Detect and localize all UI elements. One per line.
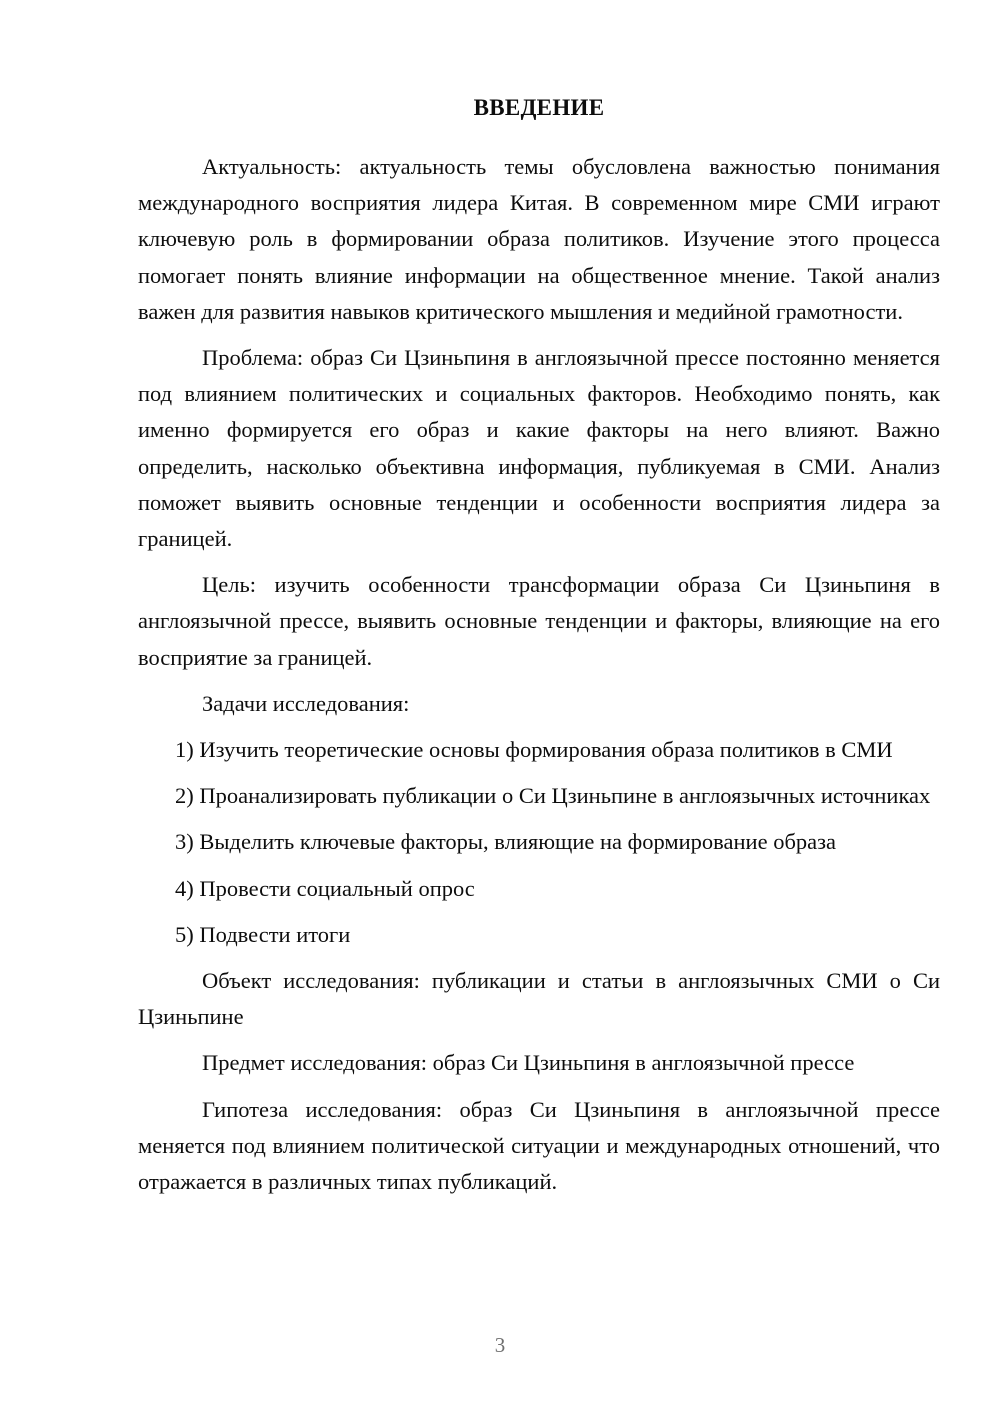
tasks-list [138,732,940,953]
paragraph-goal: Цель: изучить особенности трансформации образа Си Цзиньпиня в англоязычной прессе, выявить основные тенденции и факторы, влияющие на его восприятие за границей. [138,572,940,670]
paragraph-object: Объект исследования: публикации и статьи в англоязычных СМИ о Си Цзиньпине [138,968,940,1030]
list-item: 4) Провести социальный опрос [175,875,475,901]
list-item: 3) Выделить ключевые факторы, влияющие на формирование образа [175,829,837,855]
tasks-label: Задачи исследования: [202,690,410,716]
paragraph-hypothesis: Гипотеза исследования: образ Си Цзиньпиня в англоязычной прессе меняется под влиянием политической ситуации и международных отношений, что отражается в различных типах публикаций. [138,1096,940,1195]
document-body [138,0,940,1200]
paragraph-subject: Предмет исследования: образ Си Цзиньпиня в англоязычной прессе [202,1050,855,1076]
paragraph-problem: Проблема: образ Си Цзиньпиня в англоязычной прессе постоянно меняется под влиянием политических и социальных факторов. Необходимо понять, как именно формируется его образ и какие факторы на него влияют. Важно определить, насколько объективна информация, публикуемая в СМИ. Анализ поможет выявить основные тенденции и особенности восприятия лидера за границей. [138,345,940,552]
list-item: 5) Подвести итоги [175,921,351,947]
page-title: ВВЕДЕНИЕ [473,95,605,120]
page-number: 3 [494,1333,506,1357]
list-item: 1) Изучить теоретические основы формирования образа политиков в СМИ [175,737,893,763]
paragraph-relevance: Актуальность: актуальность темы обусловлена важностью понимания международного восприятия лидера Китая. В современном мире СМИ играют ключевую роль в формировании образа политиков. Изучение этого процесса помогает понять влияние информации на общественное мнение. Такой анализ важен для развития навыков критического мышления и медийной грамотности. [138,154,940,324]
list-item: 2) Проанализировать публикации о Си Цзиньпине в англоязычных источниках [175,783,931,809]
